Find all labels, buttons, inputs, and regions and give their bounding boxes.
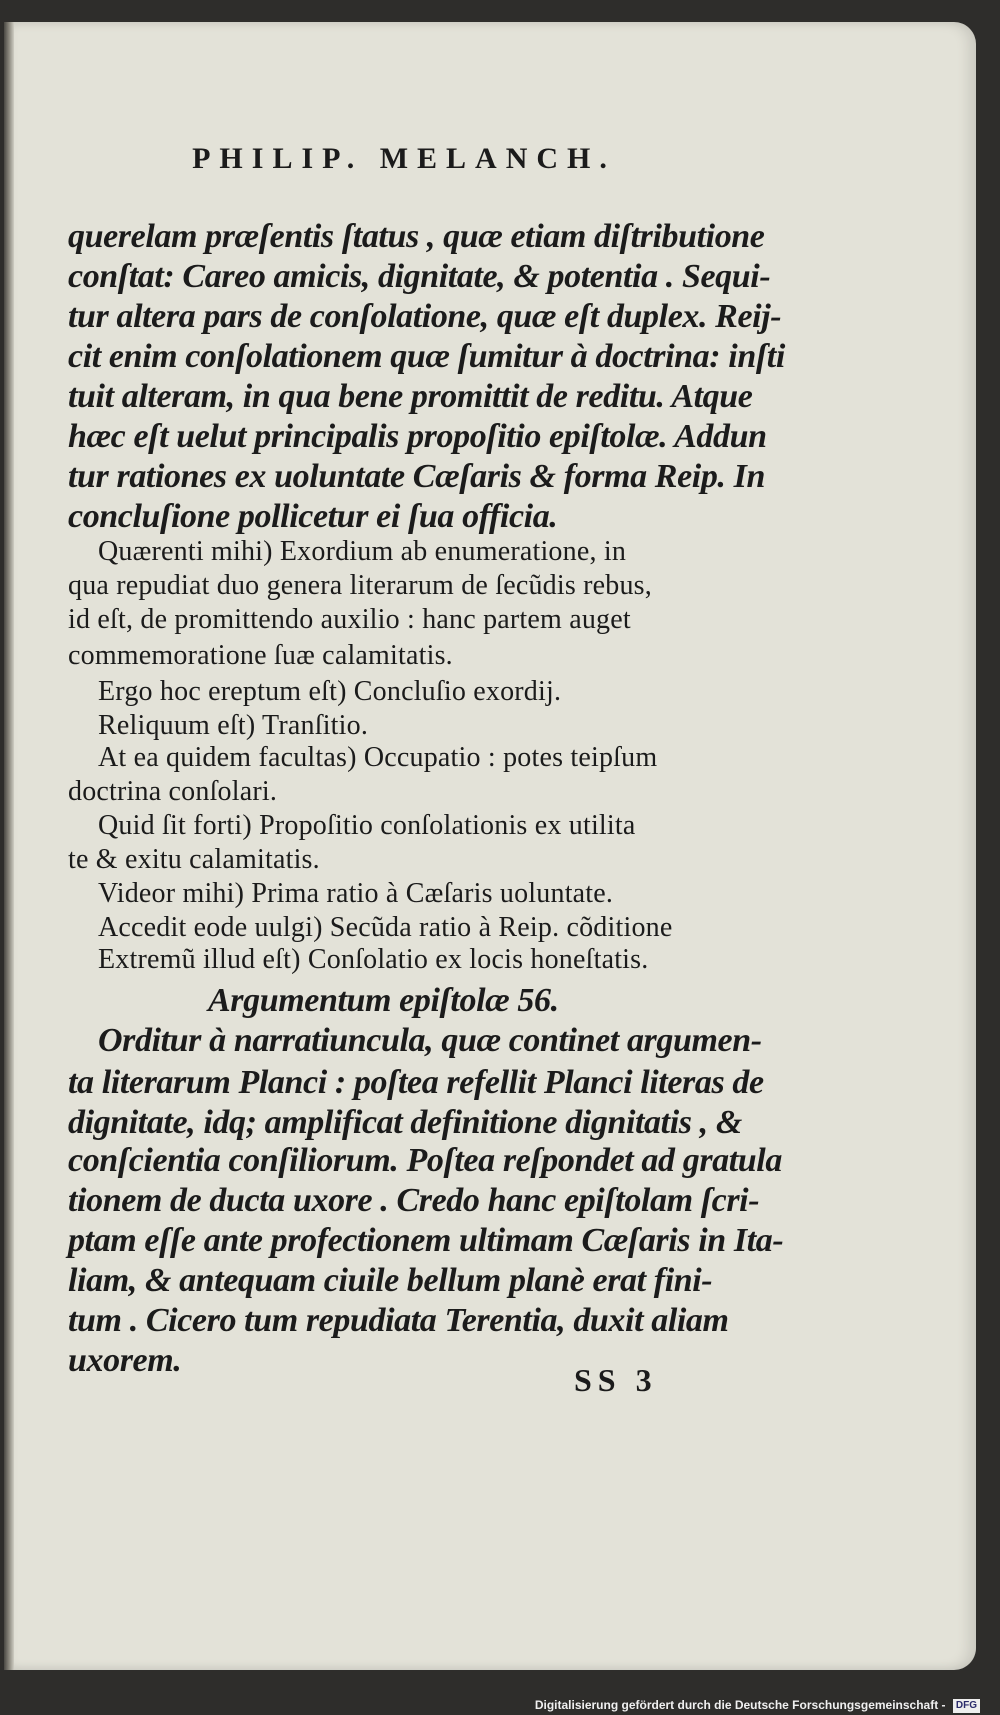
text-line: ptam eſſe ante profectionem ultimam Cæſaris in Ita- [68, 1222, 784, 1259]
book-page [4, 22, 976, 1670]
page-gutter [4, 22, 14, 1670]
text-line: id eſt, de promittendo auxilio : hanc partem auget [68, 604, 631, 635]
text-line: qua repudiat duo genera literarum de ſecũdis rebus, [68, 570, 652, 601]
text-line: Quærenti mihi) Exordium ab enumeratione, in [98, 536, 627, 567]
footer-text: Digitalisierung gefördert durch die Deutsche Forschungsgemeinschaft - [534, 1698, 946, 1712]
text-line: Videor mihi) Prima ratio à Cæſaris uoluntate. [98, 878, 614, 909]
text-line: dignitate, idq; amplificat definitione dignitatis , & [68, 1104, 742, 1141]
running-header: PHILIP. MELANCH. [192, 142, 616, 175]
text-line: tionem de ducta uxore . Credo hanc epiſtolam ſcri- [68, 1182, 760, 1219]
text-line: Extremũ illud eſt) Conſolatio ex locis honeſtatis. [98, 944, 649, 975]
text-line: Argumentum epiſtolæ 56. [208, 982, 559, 1019]
text-line: concluſione pollicetur ei ſua officia. [68, 498, 558, 535]
text-line: tum . Cicero tum repudiata Terentia, duxit aliam [68, 1302, 729, 1339]
text-line: ta literarum Planci : poſtea refellit Planci literas de [68, 1064, 764, 1101]
text-line: tur rationes ex uoluntate Cæſaris & forma Reip. In [68, 458, 765, 495]
text-line: doctrina conſolari. [68, 776, 278, 807]
signature-mark: SS 3 [574, 1362, 658, 1398]
text-line: tuit alteram, in qua bene promittit de reditu. Atque [68, 378, 753, 415]
text-line: conſcientia conſiliorum. Poſtea reſpondet ad gratula [68, 1142, 782, 1179]
text-line: te & exitu calamitatis. [68, 844, 320, 875]
text-line: uxorem. [68, 1342, 182, 1379]
text-line: tur altera pars de conſolatione, quæ eſt duplex. Reij- [68, 298, 782, 335]
text-line: At ea quidem facultas) Occupatio : potes teipſum [98, 742, 658, 773]
text-line: conſtat: Careo amicis, dignitate, & potentia . Sequi- [68, 258, 771, 295]
text-line: liam, & antequam ciuile bellum planè erat fini- [68, 1262, 713, 1299]
text-line: Orditur à narratiuncula, quæ continet argumen- [98, 1022, 762, 1059]
text-line: cit enim conſolationem quæ ſumitur à doctrina: inſti [68, 338, 785, 375]
text-line: Quid ſit forti) Propoſitio conſolationis ex utilita [98, 810, 636, 841]
text-line: Reliquum eſt) Tranſitio. [98, 710, 369, 741]
text-line: commemoratione ſuæ calamitatis. [68, 640, 453, 671]
text-line: querelam præſentis ſtatus , quæ etiam diſtributione [68, 218, 765, 255]
dfg-logo: DFG [953, 1699, 980, 1713]
digitization-footer [0, 1695, 1000, 1715]
text-line: Accedit eode uulgi) Secũda ratio à Reip. cõditione [98, 912, 673, 943]
text-line: Ergo hoc ereptum eſt) Concluſio exordij. [98, 676, 562, 707]
text-line: hæc eſt uelut principalis propoſitio epiſtolæ. Addun [68, 418, 767, 455]
